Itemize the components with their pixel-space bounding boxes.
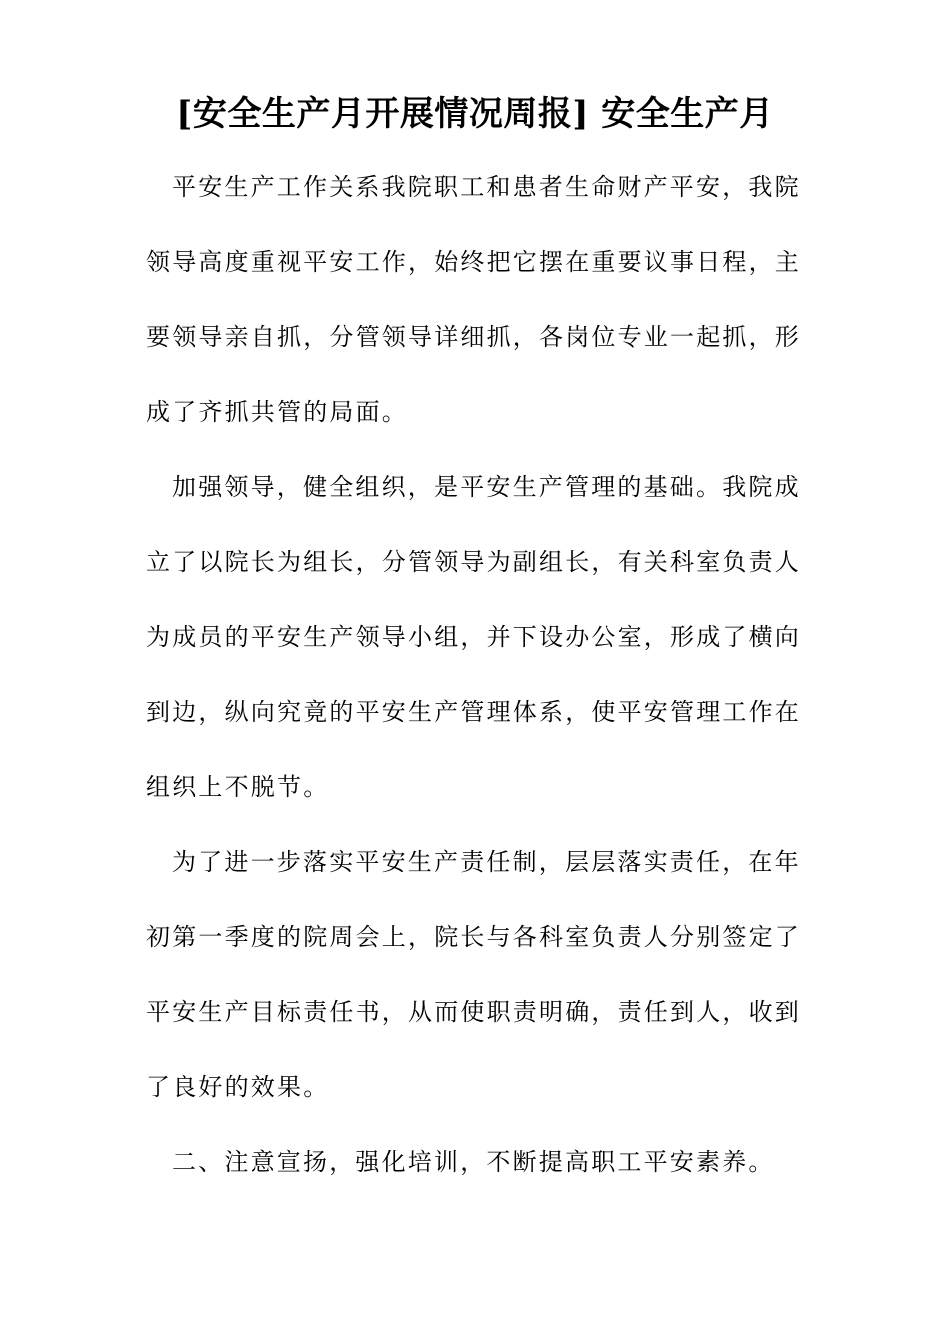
paragraph-line: 立了以院长为组长，分管领导为副组长，有关科室负责人 — [146, 548, 801, 576]
paragraph-1 — [146, 150, 801, 450]
paragraph-line: 要领导亲自抓，分管领导详细抓，各岗位专业一起抓，形 — [146, 323, 801, 351]
paragraph-line: 初第一季度的院周会上，院长与各科室负责人分别签定了 — [146, 923, 801, 951]
paragraph-line: 组织上不脱节。 — [146, 773, 330, 801]
paragraph-3 — [146, 825, 801, 1125]
paragraph-line: 到边，纵向究竟的平安生产管理体系，使平安管理工作在 — [146, 698, 801, 726]
paragraph-line: 为成员的平安生产领导小组，并下设办公室，形成了横向 — [146, 623, 801, 651]
document-title: [安全生产月开展情况周报] 安全生产月 — [176, 94, 774, 134]
paragraph-2 — [146, 450, 801, 825]
paragraph-line: 加强领导，健全组织，是平安生产管理的基础。我院成 — [172, 473, 801, 501]
paragraph-line: 了良好的效果。 — [146, 1073, 330, 1101]
paragraph-line: 平安生产目标责任书，从而使职责明确，责任到人，收到 — [146, 998, 801, 1026]
document-body — [146, 150, 801, 1200]
paragraph-line: 成了齐抓共管的局面。 — [146, 398, 408, 426]
paragraph-line: 二、注意宣扬，强化培训，不断提高职工平安素养。 — [172, 1148, 775, 1176]
paragraph-4 — [146, 1125, 784, 1200]
paragraph-line: 平安生产工作关系我院职工和患者生命财产平安，我院 — [172, 173, 801, 201]
paragraph-line: 领导高度重视平安工作，始终把它摆在重要议事日程，主 — [146, 248, 801, 276]
paragraph-line: 为了进一步落实平安生产责任制，层层落实责任，在年 — [172, 848, 801, 876]
